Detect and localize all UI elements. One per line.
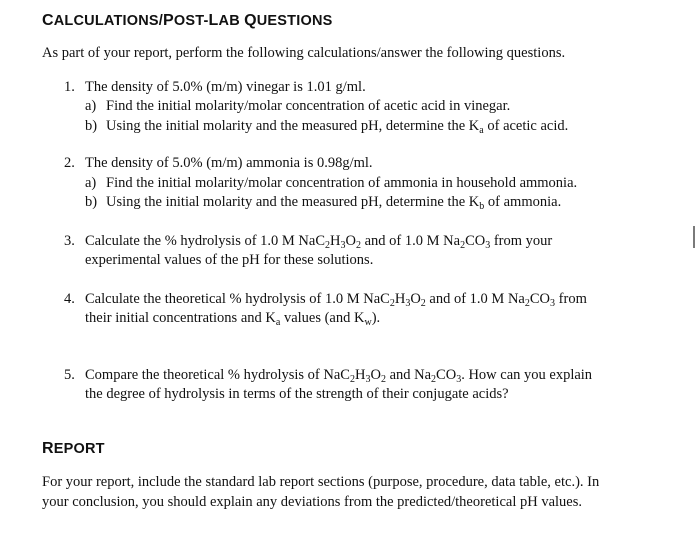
part-text: Find the initial molarity/molar concentration of ammonia in household ammonia. — [106, 175, 578, 191]
question-number: 2. — [64, 155, 75, 171]
question-number: 4. — [64, 291, 75, 307]
question-number: 1. — [64, 79, 75, 95]
part-letter: a) — [85, 175, 97, 191]
part-letter: a) — [85, 98, 97, 114]
question-number: 5. — [64, 367, 75, 383]
question-text-line-2: the degree of hydrolysis in terms of the strength of their conjugate acids? — [85, 386, 509, 402]
report-text: For your report, include the standard lab report sections (purpose, procedure, data table, etc.). In your conclusion, you should explain any deviations from the predicted/theoretical pH values. — [42, 474, 600, 510]
part-letter: b) — [85, 194, 98, 210]
question-number: 3. — [64, 233, 75, 249]
section-heading-calculations: CALCULATIONS/POST-LAB QUESTIONS — [42, 12, 333, 29]
part-letter: b) — [85, 118, 98, 134]
question-text-line-2: experimental values of the pH for these solutions. — [85, 252, 374, 268]
section-heading-report: REPORT — [42, 440, 105, 457]
question-text-line-1: Calculate the theoretical % hydrolysis of 1.0 M $NaC_2H_3O_2$ and of 1.0 M $Na_2CO_3$ from — [85, 291, 587, 309]
question-text-line-1: Compare the theoretical % hydrolysis of $NaC_2H_3O_2$ and $Na_2CO_3$. How can you explain — [85, 367, 593, 385]
question-text: The density of 5.0% (m/m) ammonia is 0.98g/ml. — [85, 155, 373, 171]
intro-text: As part of your report, perform the following calculations/answer the following questions. — [42, 45, 566, 61]
question-text: The density of 5.0% (m/m) vinegar is 1.01 g/ml. — [85, 79, 366, 95]
part-text: Using the initial molarity and the measured pH, determine the $K_a$ of acetic acid. — [106, 118, 569, 136]
question-text-line-2: their initial concentrations and $K_a$ values (and $K_w$). — [85, 310, 381, 328]
scrollbar-thumb[interactable] — [693, 226, 695, 248]
part-text: Using the initial molarity and the measured pH, determine the $K_b$ of ammonia. — [106, 194, 562, 212]
part-text: Find the initial molarity/molar concentration of acetic acid in vinegar. — [106, 98, 511, 114]
question-text-line-1: Calculate the % hydrolysis of 1.0 M $NaC_2H_3O_2$ and of 1.0 M $Na_2CO_3$ from your — [85, 233, 553, 251]
